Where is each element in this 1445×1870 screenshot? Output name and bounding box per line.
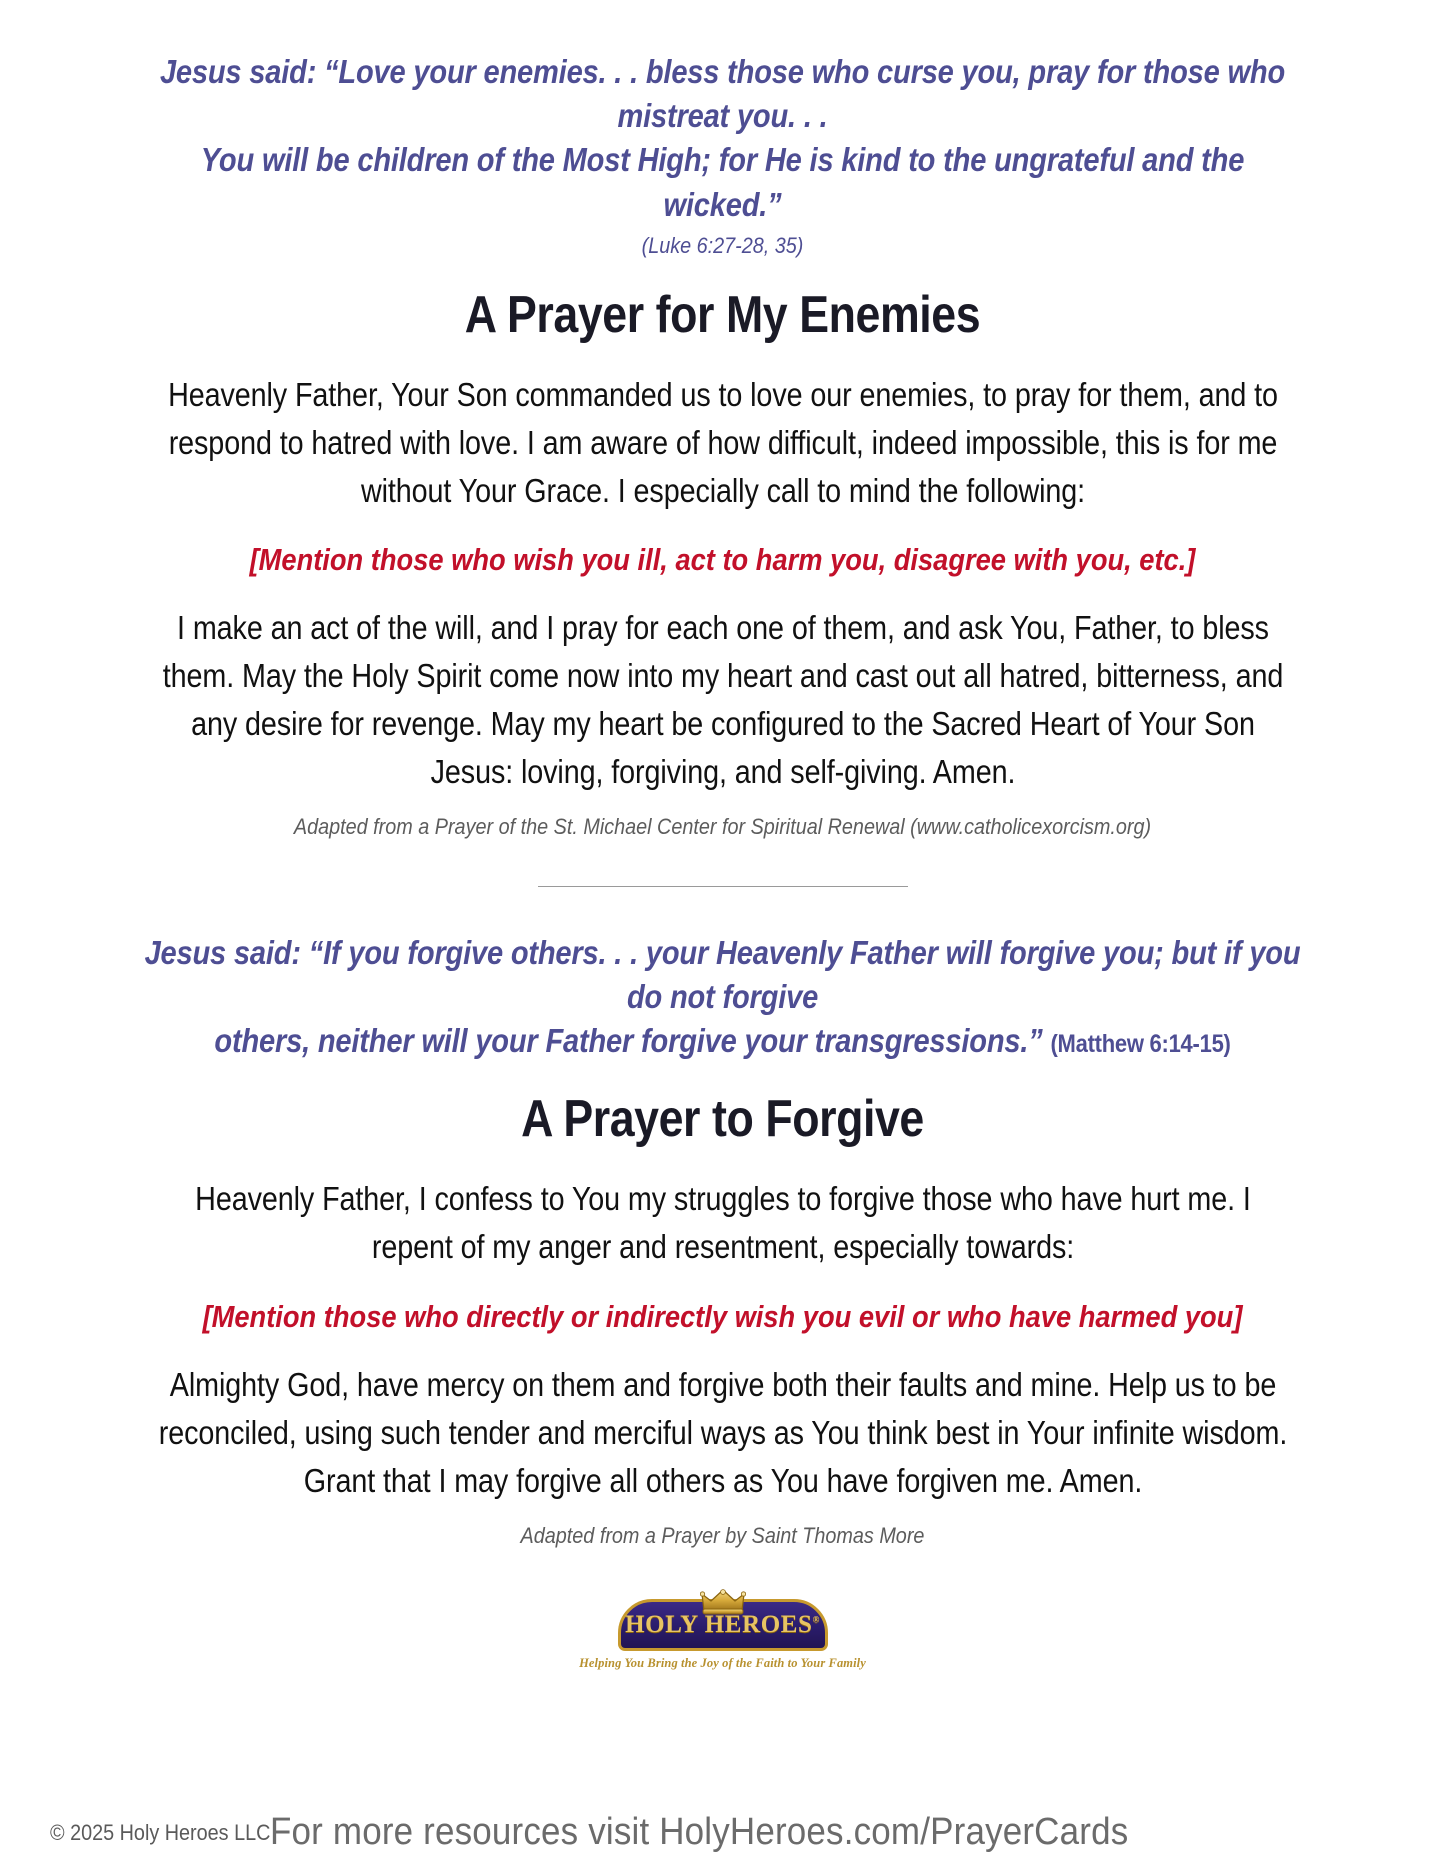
logo-brand-text [618, 1611, 828, 1639]
prayer-body-enemies-part2: I make an act of the will, and I pray for each one of them, and ask You, Father, to bless them. May the Holy Spirit come now into my heart and cast out all hatred, bitterness, and any desire for revenge. May my heart be configured to the Sacred Heart of Your Son Jesus: loving, forgiving, and self-giving. Amen. [162, 609, 1283, 790]
holy-heroes-logo [60, 1589, 1385, 1671]
logo-brand-label: HOLY HEROES [625, 1610, 813, 1638]
scripture-quote-luke [140, 0, 1306, 227]
attribution-forgive: Adapted from a Prayer by Saint Thomas More [520, 1522, 925, 1548]
prayer-body-forgive-part2: Almighty God, have mercy on them and forgive both their faults and mine. Help us to be reconciled, using such tender and merciful ways as You think best in Your infinite wisdom. Grant that I may forgive all others as You have forgiven me. Amen. [158, 1366, 1287, 1499]
prayer-body-forgive-part1: Heavenly Father, I confess to You my struggles to forgive those who have hurt me. I repent of my anger and resentment, especially towards: [194, 1180, 1251, 1266]
citation-luke: (Luke 6:27-28, 35) [641, 232, 804, 258]
prayer-body-enemies-part1: Heavenly Father, Your Son commanded us to love our enemies, to pray for them, and to respond to hatred with love. I am aware of how difficult, indeed impossible, this is for me without Your Grace. I especially call to mind the following: [167, 375, 1278, 509]
mention-instruction-enemies: [Mention those who wish you ill, act to harm you, disagree with you, etc.] [249, 542, 1196, 578]
attribution-enemies: Adapted from a Prayer of the St. Michael Center for Spiritual Renewal (www.catholicexorcism.org) [293, 813, 1152, 839]
prayer-title-forgive: A Prayer to Forgive [521, 1090, 924, 1149]
scripture-line-1: Jesus said: “If you forgive others. . . your Heavenly Father will forgive you; but if you do not forgive [144, 933, 1301, 1015]
scripture-quote-matthew [140, 931, 1306, 1064]
page-footer [0, 1800, 1445, 1856]
citation-matthew: (Matthew 6:14-15) [1050, 1030, 1231, 1059]
scripture-line-2: You will be children of the Most High; for He is kind to the ungrateful and the wicked.” [200, 141, 1245, 223]
scripture-line-2 [140, 1019, 1306, 1063]
section-divider [538, 886, 908, 887]
scripture-line-2-text: others, neither will your Father forgive your transgressions.” [214, 1022, 1051, 1060]
logo-tagline: Helping You Bring the Joy of the Faith to Your Family [579, 1655, 866, 1670]
section-divider-wrap [60, 886, 1385, 887]
registered-mark: ® [812, 1614, 820, 1625]
scripture-line-1: Jesus said: “Love your enemies. . . bless those who curse you, pray for those who mistreat you. . . [159, 53, 1286, 135]
resources-url-text: For more resources visit HolyHeroes.com/PrayerCards [270, 1811, 1129, 1853]
prayer-title-enemies: A Prayer for My Enemies [464, 285, 981, 344]
mention-instruction-forgive: [Mention those who directly or indirectly wish you evil or who have harmed you] [202, 1299, 1243, 1335]
logo-shield-icon [618, 1589, 828, 1651]
copyright-text: © 2025 Holy Heroes LLC [50, 1820, 271, 1845]
